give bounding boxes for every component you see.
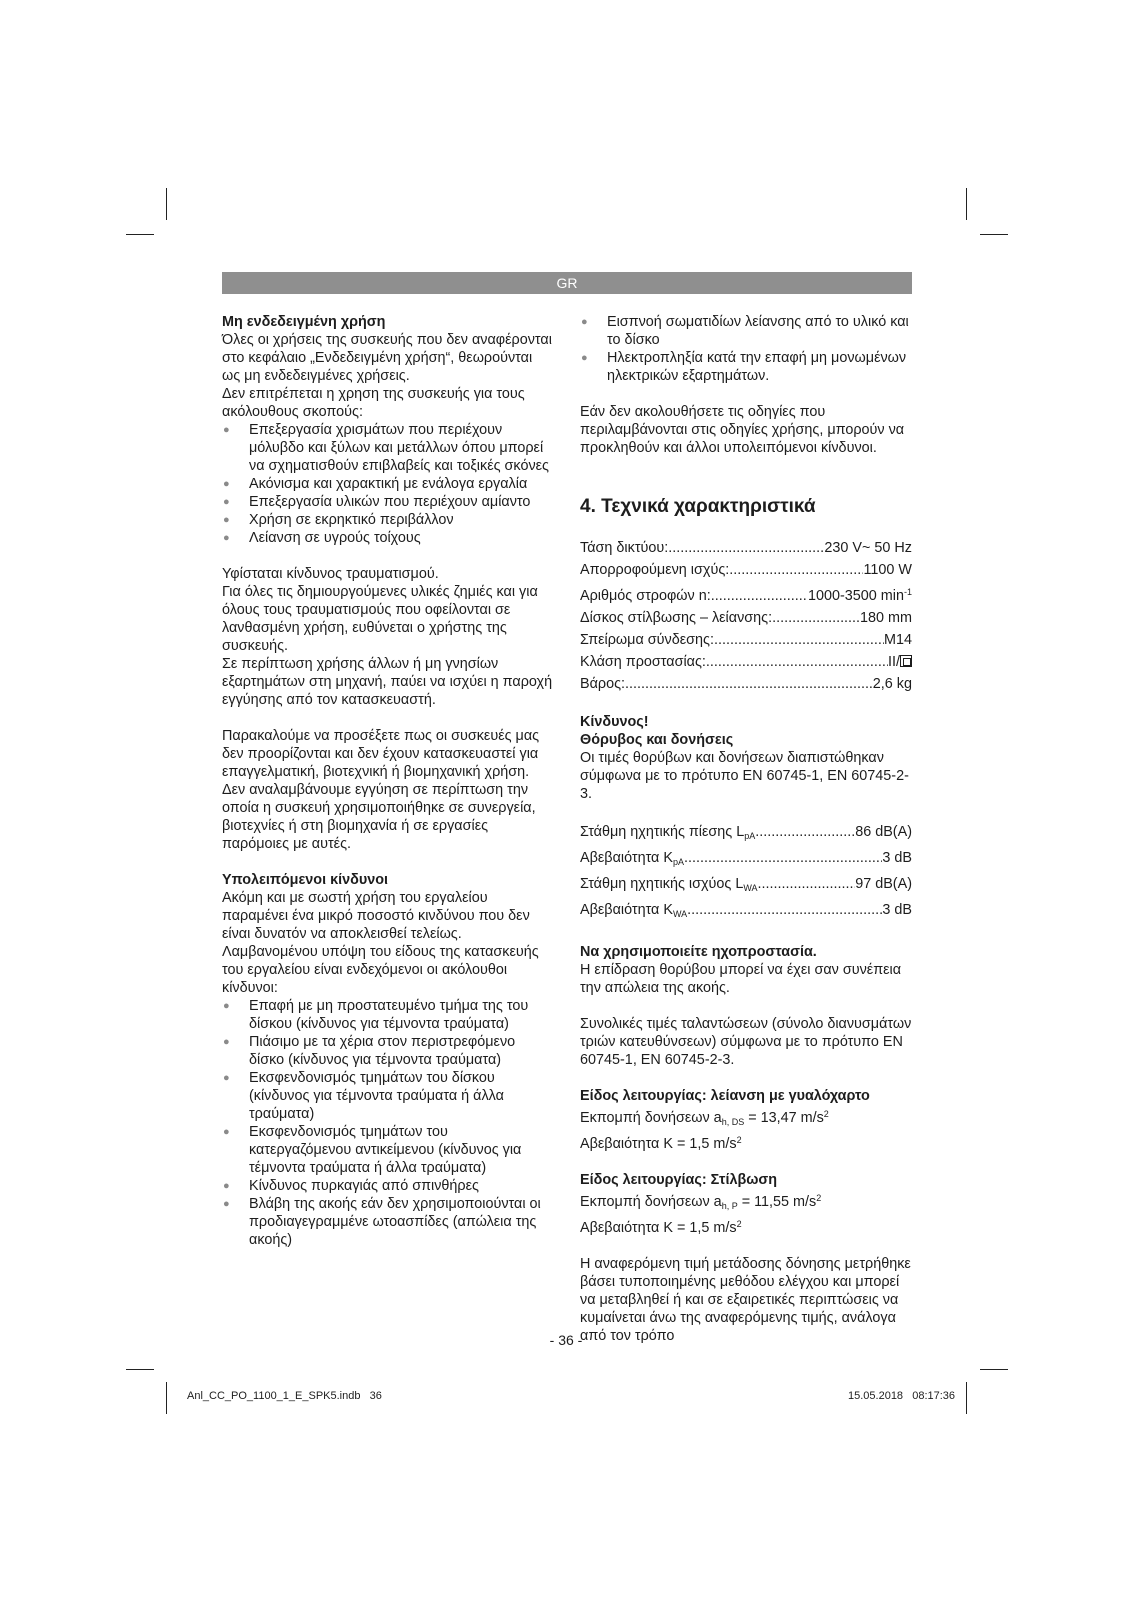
spec-value: II/	[888, 654, 900, 670]
level-label: Αβεβαιότητα K	[580, 850, 673, 866]
spec-value: M14	[884, 632, 912, 648]
level-value: 97 dB(A)	[855, 876, 912, 892]
level-subscript: WA	[672, 909, 688, 919]
mode-sanding-uncertainty: Αβεβαιότητα K = 1,5 $m/s^2$	[580, 1135, 742, 1152]
spec-value: 1000-3500 min	[807, 588, 904, 604]
crop-mark-top-right-horizontal	[980, 234, 1008, 235]
crop-mark-bottom-left-horizontal	[126, 1369, 154, 1370]
spec-row	[580, 607, 912, 629]
level-row	[580, 899, 912, 925]
specs-table	[580, 537, 912, 695]
level-label: Αβεβαιότητα K	[580, 902, 673, 918]
crop-mark-bottom-left-vertical	[166, 1382, 167, 1414]
crop-mark-top-right-vertical	[966, 188, 967, 220]
noise-vibration-heading: Θόρυβος και δονήσεις	[580, 732, 734, 748]
level-subscript: WA	[743, 883, 758, 893]
list-item: ● Λείανση σε υγρούς τοίχους	[222, 529, 554, 547]
mode-polishing-emission: Εκπομπή δονήσεων $a_{h, P} = 11,55$ $m/s^2$	[580, 1193, 822, 1211]
injury-risk-text: Υφίσταται κίνδυνος τραυματισμού.	[222, 566, 439, 582]
level-subscript: pA	[672, 857, 684, 867]
spec-row	[580, 537, 912, 559]
mode-sanding-emission: Εκπομπή δονήσεων $a_{h, DS} = 13,47$ $m/s^2$	[580, 1109, 829, 1127]
level-label: Στάθμη ηχητικής πίεσης L	[580, 824, 745, 840]
level-value: 3 dB	[882, 902, 912, 918]
list-item: ● Χρήση σε εκρηκτικό περιβάλλον	[222, 511, 554, 529]
ear-protection-heading: Να χρησιμοποιείτε ηχοπροστασία.	[580, 944, 817, 960]
spec-value-exponent: -1	[903, 587, 912, 597]
residual-risks-list-continued	[580, 313, 912, 385]
not-allowed-intro: Δεν επιτρέπεται η χρηση της συσκευής για τους ακόλουθους σκοπούς:	[222, 386, 525, 420]
list-item: ● Πιάσιμο με τα χέρια στον περιστρεφόμενο δίσκο (κίνδυνος για τέμνοντα τραύματα)	[222, 1033, 554, 1069]
level-row	[580, 821, 912, 847]
spec-value: 2,6 kg	[872, 676, 912, 692]
list-item: ● Εκσφενδονισμός τμημάτων του κατεργαζόμενου αντικείμενου (κίνδυνος για τέμνοντα τραύματα ή άλλα τραύματα)	[222, 1123, 554, 1177]
list-item: ● Κίνδυνος πυρκαγιάς από σπινθήρες	[222, 1177, 554, 1195]
spec-label: Αριθμός στροφών n:	[580, 588, 711, 604]
level-label: Στάθμη ηχητικής ισχύος L	[580, 876, 744, 892]
spec-value: 180 mm	[860, 610, 912, 626]
spec-value: 1100 W	[863, 562, 912, 578]
spec-label: Απορροφούμενη ισχύς:	[580, 562, 730, 578]
double-insulation-icon	[900, 655, 912, 667]
level-value: 3 dB	[882, 850, 912, 866]
noise-levels-table	[580, 821, 912, 925]
spec-row	[580, 559, 912, 581]
spec-label: Τάση δικτύου:	[580, 540, 669, 556]
mode-polishing-heading: Είδος λειτουργίας: Στίλβωση	[580, 1172, 778, 1188]
crop-mark-top-left-horizontal	[126, 234, 154, 235]
crop-mark-top-left-vertical	[166, 188, 167, 220]
mode-sanding-heading: Είδος λειτουργίας: λείανση με γυαλόχαρτο	[580, 1088, 870, 1104]
spec-row	[580, 581, 912, 607]
spec-row	[580, 651, 912, 673]
follow-instructions-note: Εάν δεν ακολουθήσετε τις οδηγίες που περιλαμβάνονται στις οδηγίες χρήσης, μπορούν να προκληθούν και άλλοι υπολειπόμενοι κίνδυνοι.	[580, 404, 905, 456]
list-item: ● Επεξεργασία υλικών που περιέχουν αμίαντο	[222, 493, 554, 511]
footer-file-name: Anl_CC_PO_1100_1_E_SPK5.indb 36	[187, 1390, 382, 1402]
danger-heading: Κίνδυνος!	[580, 714, 649, 730]
residual-risks-list	[222, 997, 554, 1249]
ear-protection-text: Η επίδραση θορύβου μπορεί να έχει σαν συνέπεια την απώλεια της ακοής.	[580, 962, 902, 996]
level-row	[580, 873, 912, 899]
crop-mark-bottom-right-horizontal	[980, 1369, 1008, 1370]
list-item: ● Επεξεργασία χρισμάτων που περιέχουν μόλυβδο και ξύλων και μετάλλων όπου μπορεί να σχηματισθούν επιβλαβείς και τοξικές σκόνες	[222, 421, 554, 475]
page-number: - 36 -	[549, 1332, 583, 1348]
residual-risks-text: Ακόμη και με σωστή χρήση του εργαλείου παραμένει ένα μικρό ποσοστό κινδύνου που δεν είναι δυνατόν να αποκλεισθεί τελείως. Λαμβανομένου υπόψη του είδους της κατασκευής του εργαλείου είναι ενδεχόμενοι οι ακόλουθοι κίνδυνοι:	[222, 890, 539, 996]
list-item: ● Ηλεκτροπληξία κατά την επαφή μη μονωμένων ηλεκτρικών εξαρτημάτων.	[580, 349, 912, 385]
noise-vibration-text: Οι τιμές θορύβων και δονήσεων διαπιστώθηκαν σύμφωνα με το πρότυπο EN 60745-1, EN 60745-2-3.	[580, 750, 909, 802]
unintended-use-text: Όλες οι χρήσεις της συσκευής που δεν αναφέρονται στο κεφάλαιο „Ενδεδειγμένη χρήση“, θεωρούνται ως μη ενδεδειγμένες χρήσεις.	[222, 332, 552, 384]
list-item: ● Ακόνισμα και χαρακτική με ενάλογα εργαλία	[222, 475, 554, 493]
level-subscript: pA	[744, 831, 756, 841]
spec-value: 230 V~ 50 Hz	[824, 540, 912, 556]
list-item: ● Εισπνοή σωματιδίων λείανσης από το υλικό και το δίσκο	[580, 313, 912, 349]
vibration-total-text: Συνολικές τιμές ταλαντώσεων (σύνολο διανυσμάτων τριών κατευθύνσεων) σύμφωνα με το πρότυπο EN 60745-1, EN 60745-2-3.	[580, 1016, 912, 1068]
footer-datetime: 15.05.2018 08:17:36	[848, 1390, 956, 1402]
professional-use-text: Παρακαλούμε να προσέξετε πως οι συσκευές μας δεν προορίζονται και δεν έχουν κατασκευαστεί για επαγγελματική, βιοτεχνική ή βιομηχανική χρήση. Δεν αναλαμβάνουμε εγγύηση σε περίπτωση την οποία η συσκευή χρησιμοποιήθηκε σε συνεργεία, βιοτεχνίες ή στη βιομηχανία ή σε εργασίες παρόμοιες με αυτές.	[222, 728, 540, 852]
spec-label: Δίσκος στίλβωσης – λείανσης:	[580, 610, 773, 626]
right-column	[580, 313, 912, 1345]
section-title-technical-data: 4. Τεχνικά χαρακτηριστικά	[580, 496, 816, 517]
left-column	[222, 313, 554, 1249]
list-item: ● Βλάβη της ακοής εάν δεν χρησιμοποιούνται οι προδιαγεγραμμένε ωτοασπίδες (απώλεια της ακοής)	[222, 1195, 554, 1249]
spec-row	[580, 673, 912, 695]
crop-mark-bottom-right-vertical	[966, 1382, 967, 1414]
spec-row	[580, 629, 912, 651]
liability-text: Για όλες τις δημιουργούμενες υλικές ζημιές και για όλους τους τραυματισμούς που οφείλονται σε λανθασμένη χρήση, ευθύνεται ο χρήστης της συσκευής.	[222, 584, 538, 654]
spec-label: Σπείρωμα σύνδεσης:	[580, 632, 714, 648]
level-row	[580, 847, 912, 873]
list-item: ● Επαφή με μη προστατευμένο τμήμα της του δίσκου (κίνδυνος για τέμνοντα τραύματα)	[222, 997, 554, 1033]
list-item: ● Εκσφενδονισμός τμημάτων του δίσκου (κίνδυνος για τέμνοντα τραύματα ή άλλα τραύματα)	[222, 1069, 554, 1123]
spec-label: Βάρος:	[580, 676, 626, 692]
warranty-text: Σε περίπτωση χρήσης άλλων ή μη γνησίων εξαρτημάτων στη μηχανή, παύει να ισχύει η παροχή εγγύησης από τον κατασκευαστή.	[222, 656, 553, 708]
not-allowed-list	[222, 421, 554, 547]
unintended-use-heading: Μη ενδεδειγμένη χρήση	[222, 314, 386, 330]
residual-risks-heading: Υπολειπόμενοι κίνδυνοι	[222, 872, 388, 888]
level-value: 86 dB(A)	[855, 824, 912, 840]
spec-label: Κλάση προστασίας:	[580, 654, 706, 670]
language-header-bar: GR	[222, 272, 912, 294]
mode-polishing-uncertainty: Αβεβαιότητα K = 1,5 $m/s^2$	[580, 1219, 742, 1236]
vibration-closing-text: Η αναφερόμενη τιμή μετάδοσης δόνησης μετρήθηκε βάσει τυποποιημένης μεθόδου ελέγχου και μπορεί να μεταβληθεί ή και σε εξαιρετικές περιπτώσεις να κυμαίνεται άνω της αναφερόμενης τιμής, ανάλογα από τον τρόπο	[580, 1256, 911, 1344]
